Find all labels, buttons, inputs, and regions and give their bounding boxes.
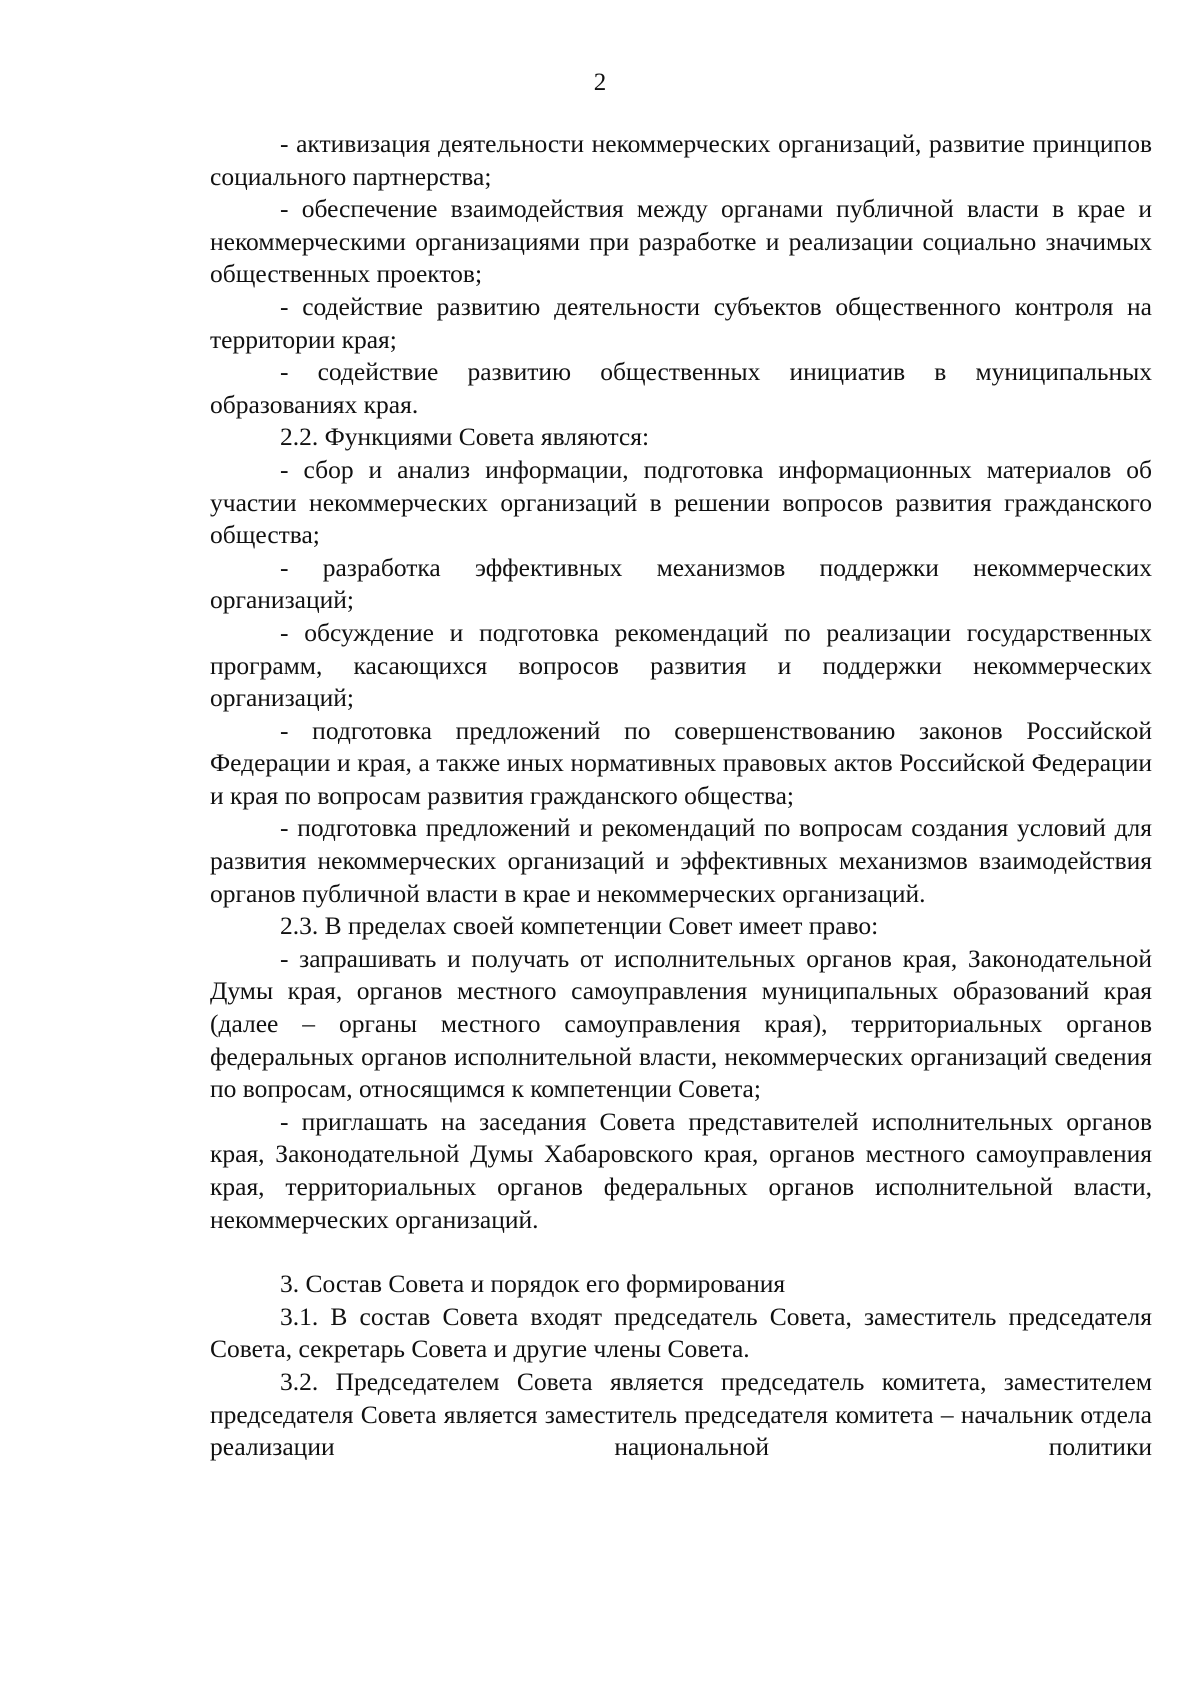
section-gap: [210, 1236, 1152, 1268]
paragraph: - запрашивать и получать от исполнительных органов края, Законодательной Думы края, органов местного самоуправления муниципальных образований края (далее – органы местного самоуправления края), территориальных органов федеральных органов исполнительной власти, некоммерческих организаций сведения по вопросам, относящимся к компетенции Совета;: [210, 943, 1152, 1104]
paragraph: - разработка эффективных механизмов поддержки некоммерческих организаций;: [210, 552, 1152, 615]
section-2-2-heading: 2.2. Функциями Совета являются:: [280, 422, 650, 452]
paragraph: - подготовка предложений и рекомендаций по вопросам создания условий для развития некоммерческих организаций и эффективных механизмов взаимодействия органов публичной власти в крае и некоммерческих организаций.: [210, 813, 1152, 908]
paragraph: - содействие развитию деятельности субъектов общественного контроля на территории края;: [210, 291, 1152, 354]
paragraph: - подготовка предложений по совершенствованию законов Российской Федерации и края, а также иных нормативных правовых актов Российской Федерации и края по вопросам развития гражданского общества;: [210, 715, 1152, 810]
page-number: 2: [593, 69, 607, 96]
section-3-heading: 3. Состав Совета и порядок его формирования: [280, 1269, 786, 1299]
paragraph: - обеспечение взаимодействия между органами публичной власти в крае и некоммерческими организациями при разработке и реализации социально значимых общественных проектов;: [210, 194, 1152, 289]
paragraph: - сбор и анализ информации, подготовка информационных материалов об участии некоммерческих организаций в решении вопросов развития гражданского общества;: [210, 454, 1152, 550]
paragraph: 3.2. Председателем Совета является председатель комитета, заместителем председателя Совета является заместитель председателя комитета – начальник отдела реализации национальной политики: [210, 1366, 1152, 1462]
paragraph: - активизация деятельности некоммерческих организаций, развитие принципов социального партнерства;: [210, 129, 1152, 191]
paragraph: - обсуждение и подготовка рекомендаций по реализации государственных программ, касающихся вопросов развития и поддержки некоммерческих организаций;: [210, 617, 1152, 713]
document-body: [210, 128, 1152, 1464]
paragraph: - содействие развитию общественных инициатив в муниципальных образованиях края.: [210, 357, 1152, 419]
paragraph: - приглашать на заседания Совета представителей исполнительных органов края, Законодательной Думы Хабаровского края, органов местного самоуправления края, территориальных органов федеральных органов исполнительной власти, некоммерческих организаций.: [210, 1106, 1152, 1234]
paragraph: 3.1. В состав Совета входят председатель Совета, заместитель председателя Совета, секретарь Совета и другие члены Совета.: [210, 1301, 1152, 1364]
section-2-3-heading: 2.3. В пределах своей компетенции Совет имеет право:: [280, 911, 879, 941]
